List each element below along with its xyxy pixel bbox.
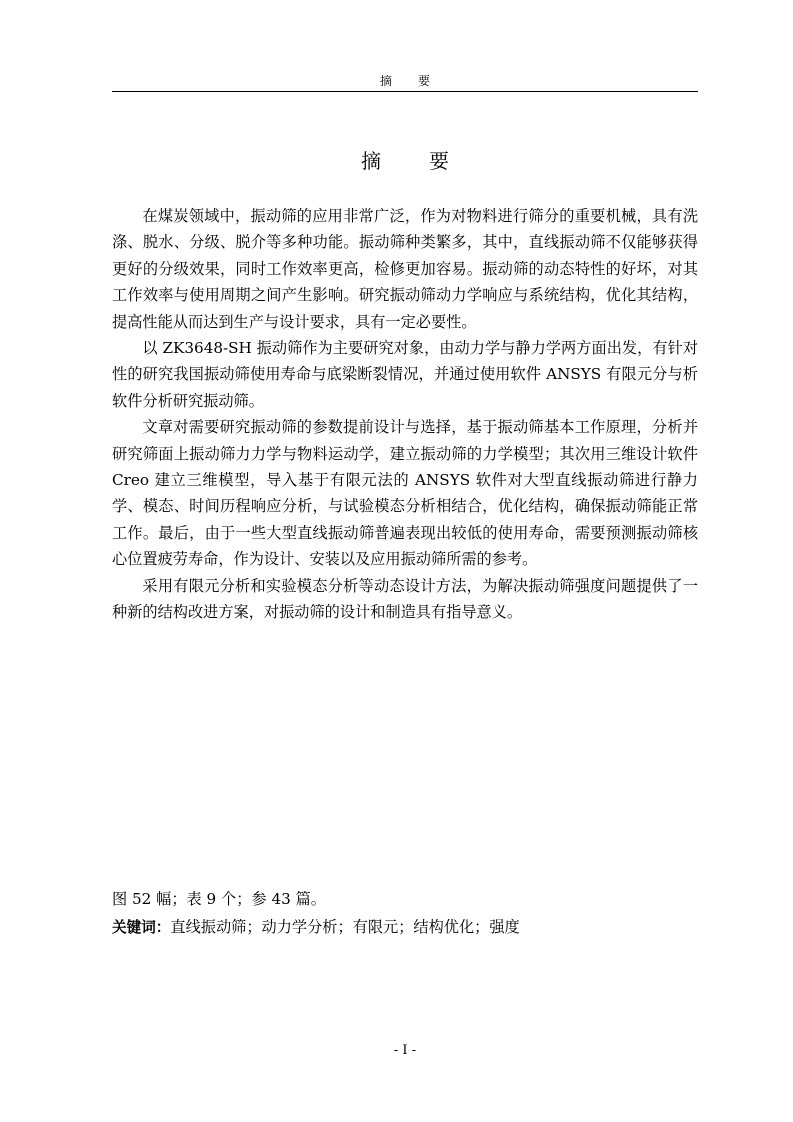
keywords-label: 关键词： <box>112 919 171 936</box>
running-header: 摘要 <box>379 74 456 88</box>
abstract-paragraph-3: 文章对需要研究振动筛的参数提前设计与选择，基于振动筛基本工作原理，分析并研究筛面上振动筛力力学与物料运动学，建立振动筛的力学模型；其次用三维设计软件 Creo 建立三维模型，导入基于有限元法的 ANSYS 软件对大型直线振动筛进行静力学、模态、时间历程响应分析，与试验模态分析相结合，优化结构，确保振动筛能正常工作。最后，由于一些大型直线振动筛普遍表现出较低的使用寿命，需要预测振动筛核心位置疲劳寿命，作为设计、安装以及应用振动筛所需的参考。 <box>112 418 698 569</box>
figure-table-reference-counts: 图 52 幅；表 9 个；参 43 篇。 <box>112 890 326 908</box>
page-number: - I - <box>393 1043 417 1058</box>
keywords-line <box>112 915 698 940</box>
abstract-paragraph-1: 在煤炭领域中，振动筛的应用非常广泛，作为对物料进行筛分的重要机械，具有洗涤、脱水、分级、脱介等多种功能。振动筛种类繁多，其中，直线振动筛不仅能够获得更好的分级效果，同时工作效率更高，检修更加容易。振动筛的动态特性的好坏，对其工作效率与使用周期之间产生影响。研究振动筛动力学响应与系统结构，优化其结构，提高性能从而达到生产与设计要求，具有一定必要性。 <box>112 207 698 331</box>
header-rule <box>112 91 698 92</box>
abstract-paragraph-2: 以 ZK3648-SH 振动筛作为主要研究对象，由动力学与静力学两方面出发，有针对性的研究我国振动筛使用寿命与底梁断裂情况，并通过使用软件 ANSYS 有限元分与析软件分析研究振动筛。 <box>112 339 698 410</box>
abstract-body <box>112 203 698 626</box>
keywords-value: 直线振动筛；动力学分析；有限元；结构优化；强度 <box>170 918 520 936</box>
page-title: 摘要 <box>361 149 497 173</box>
abstract-paragraph-4: 采用有限元分析和实验模态分析等动态设计方法，为解决振动筛强度问题提供了一种新的结构改进方案，对振动筛的设计和制造具有指导意义。 <box>112 576 698 622</box>
